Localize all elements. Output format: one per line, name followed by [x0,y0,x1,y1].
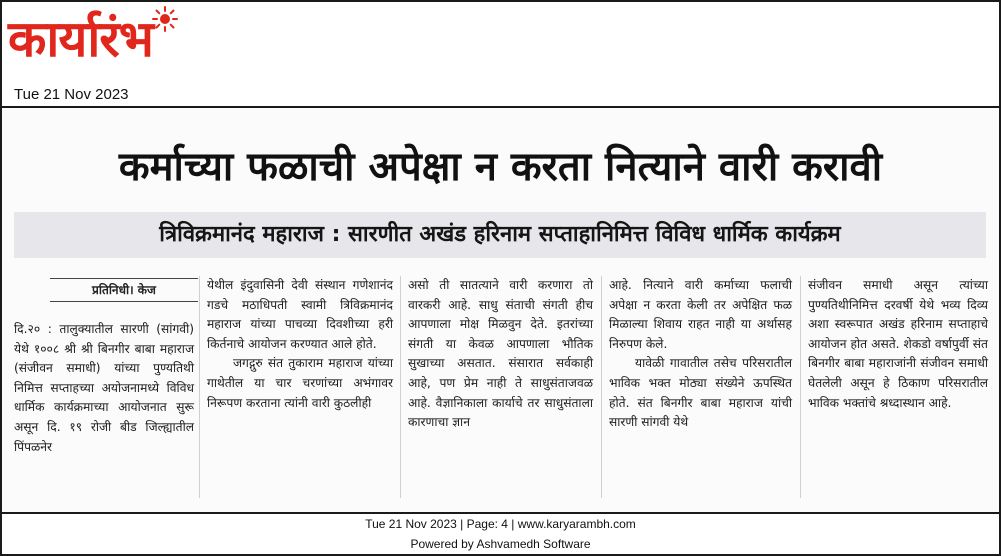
edition-date: Tue 21 Nov 2023 [14,86,129,103]
paragraph: येथील इंदुवासिनी देवी संस्थान गणेशानंद गडचे मठाधिपती स्वामी त्रिविक्रमानंद महाराज यांच्या पाचव्या दिवशीच्या हरी किर्तनाचे आयोजन करण्यात आले होते. [207,278,393,351]
subheadline-bar [14,212,986,258]
footer-page-info[interactable]: Tue 21 Nov 2023 | Page: 4 | www.karyarambh.com [365,517,636,531]
subheadline: त्रिविक्रमानंद महाराज : सारणीत अखंड हरिनाम सप्ताहानिमित्त विविध धार्मिक कार्यक्रम [159,222,841,247]
column-divider [800,276,801,498]
paragraph: दि.२० : तालुक्यातील सारणी (सांगवी) येथे १००८ श्री श्री बिनगीर बाबा महाराज (संजीवन समाधी) यांच्या पुण्यतिथी निमित्त सप्ताहच्या अयोजनामध्ये विविध धार्मिक कार्यक्रमाच्या आयोजनात सुरू असून दि. १९ रोजी बीड जिल्ह्यातील पिंपळनेर [14,322,194,454]
paragraph: यावेळी गावातील तसेच परिसरातील भाविक भक्त मोठ्या संख्येने ऊपस्थित होते. संत बिनगीर बाबा महाराज यांची सारणी सांगवी येथे [609,356,792,430]
column-3 [408,276,593,433]
byline-box [50,278,198,302]
paragraph: जगद्गुरु संत तुकाराम महाराज यांच्या गाथेतील या चार चरणांच्या अभंगावर निरूपण करताना त्यांनी वारी कुठलीही [207,356,393,410]
masthead [2,2,999,108]
sun-icon [152,6,178,32]
paragraph: आहे. नित्याने वारी कर्माच्या फलाची अपेक्षा न करता केली तर अपेक्षित फळ मिळाल्या शिवाय राहत नाही या अर्थासह निरुपण केले. [609,278,792,351]
column-divider [400,276,401,498]
column-2 [207,276,393,413]
column-5 [808,276,988,413]
paragraph: असो ती सातत्याने वारी करणारा तो वारकरी आहे. साधु संताची संगती हीच आपणाला मोक्ष मिळवुन देते. इतरांच्या संगती या केवळ आपणाला भौतिक सुखाच्या असतात. संसारात सर्वकाही आहे, पण प्रेम नाही ते साधुसंताजवळ आहे. वैज्ञानिकाला कार्याचे तर साधुसंताला कारणाचा ज्ञान [408,278,593,430]
paragraph: संजीवन समाधी असून त्यांच्या पुण्यतिथीनिमित्त दरवर्षी येथे भव्य दिव्य अशा स्वरूपात अखंड हरिनाम सप्ताहाचे आयोजन होत असते. शेकडो वर्षापुर्वी संत बिनगीर बाबा महाराजांनी संजीवन समाधी घेतलेली असून हे ठिकाण परिसरातील भाविक भक्तांचे श्रध्दास्थान आहे. [808,278,988,410]
column-1-text [14,320,194,457]
column-divider [601,276,602,498]
column-4 [609,276,792,433]
headline: कर्माच्या फळाची अपेक्षा न करता नित्याने वारी करावी [118,144,883,190]
article-columns [2,268,999,508]
column-divider [199,276,200,498]
byline: प्रतिनिधी। केज [92,283,156,297]
footer-powered-by: Powered by Ashvamedh Software [410,537,591,551]
brand-logo[interactable]: कार्यारंभ [8,10,153,68]
footer [2,512,999,556]
news-clipping [2,108,999,512]
